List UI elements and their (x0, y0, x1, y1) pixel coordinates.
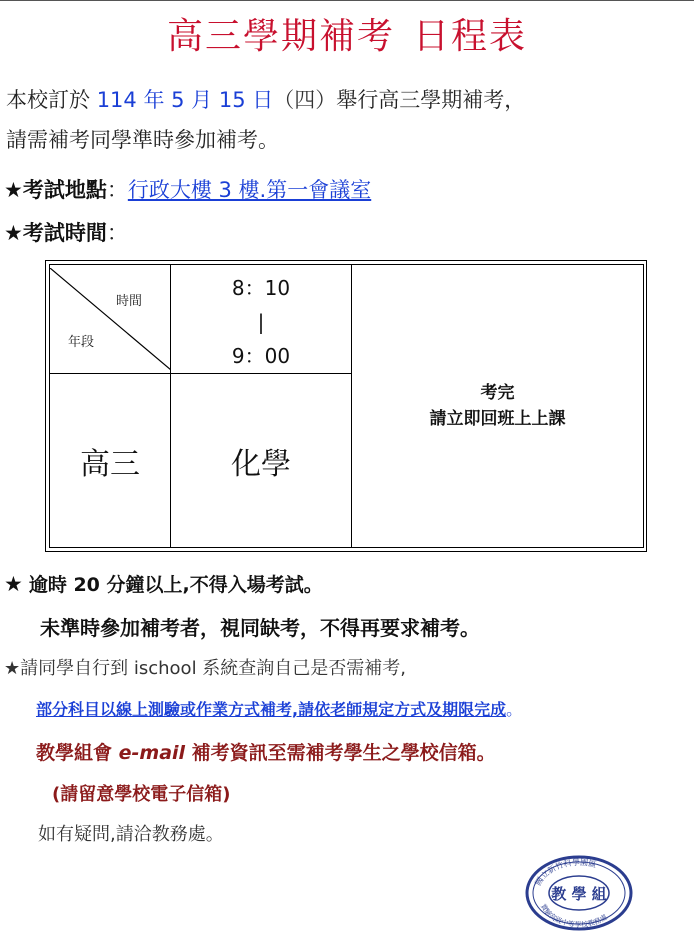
grade-cell: 高三 (50, 374, 171, 548)
svg-text:國立新竹科學園區: 國立新竹科學園區 (533, 857, 598, 888)
note-line-2: 請立即回班上上課 (429, 409, 566, 429)
schedule-table (49, 264, 644, 548)
email-notice-post: 補考資訊至需補考學生之學校信箱。 (185, 742, 496, 764)
diagonal-line (50, 268, 171, 370)
star-icon: ★ (4, 572, 23, 596)
exam-place-row (4, 174, 371, 204)
subject-cell: 化學 (171, 374, 352, 548)
after-exam-note-cell (352, 265, 644, 548)
late-rule-text: 逾時 20 分鐘以上,不得入場考試。 (28, 574, 323, 596)
online-exam-link[interactable]: 部分科目以線上測驗或作業方式補考,請依老師規定方式及期限完成 (36, 700, 507, 719)
online-exam-end: 。 (506, 700, 523, 719)
email-notice (36, 738, 496, 765)
exam-time-row (4, 217, 128, 247)
slot-start: 8：10 (231, 276, 291, 300)
header-diagonal-cell (50, 265, 171, 374)
mailbox-reminder: (請留意學校電子信箱) (52, 784, 231, 805)
check-system-rule: ★請同學自行到 ischool 系統查詢自己是否需補考, (4, 658, 407, 679)
title-main: 高三學期補考 (166, 16, 395, 57)
time-slot-cell (171, 265, 352, 374)
header-time-label: 時間 (116, 294, 143, 309)
exam-time-label: ★考試時間 (4, 221, 107, 245)
title-sub: 日程表 (413, 16, 528, 57)
intro-tail: 舉行高三學期補考， (336, 88, 526, 112)
contact-info: 如有疑問,請洽教務處。 (38, 824, 224, 845)
intro-paragraph (6, 80, 525, 160)
exam-place-colon: ： (106, 178, 128, 202)
intro-line-2: 請需補考同學準時參加補考。 (6, 128, 279, 152)
exam-time-colon: ： (106, 221, 128, 245)
page-title (0, 8, 694, 59)
header-grade-label: 年段 (68, 335, 95, 350)
absent-rule: 未準時參加補考者，視同缺考，不得再要求補考。 (40, 616, 480, 640)
exam-date: 114 年 5 月 15 日 (96, 88, 274, 112)
email-notice-pre: 教學組會 (36, 742, 119, 764)
exam-place-label: ★考試地點 (4, 178, 107, 202)
exam-weekday: （四） (273, 88, 337, 112)
top-border-line (0, 0, 694, 1)
office-seal (524, 855, 634, 935)
slot-dash: | (257, 310, 265, 334)
online-exam-rule (36, 697, 522, 720)
schedule-table-frame (45, 260, 647, 552)
seal-graphic (524, 855, 634, 931)
intro-line-1 (6, 80, 525, 120)
intro-lead: 本校訂於 (6, 88, 90, 112)
late-rule (4, 570, 323, 597)
email-word: e-mail (118, 742, 186, 764)
note-line-1: 考完 (480, 383, 515, 403)
svg-text:實驗高級中等學校教務處: 實驗高級中等學校教務處 (538, 902, 609, 930)
seal-center-text: 教 學 組 (551, 885, 607, 903)
slot-end: 9：00 (231, 344, 291, 368)
exam-place-value[interactable]: 行政大樓 3 樓.第一會議室 (127, 178, 372, 202)
